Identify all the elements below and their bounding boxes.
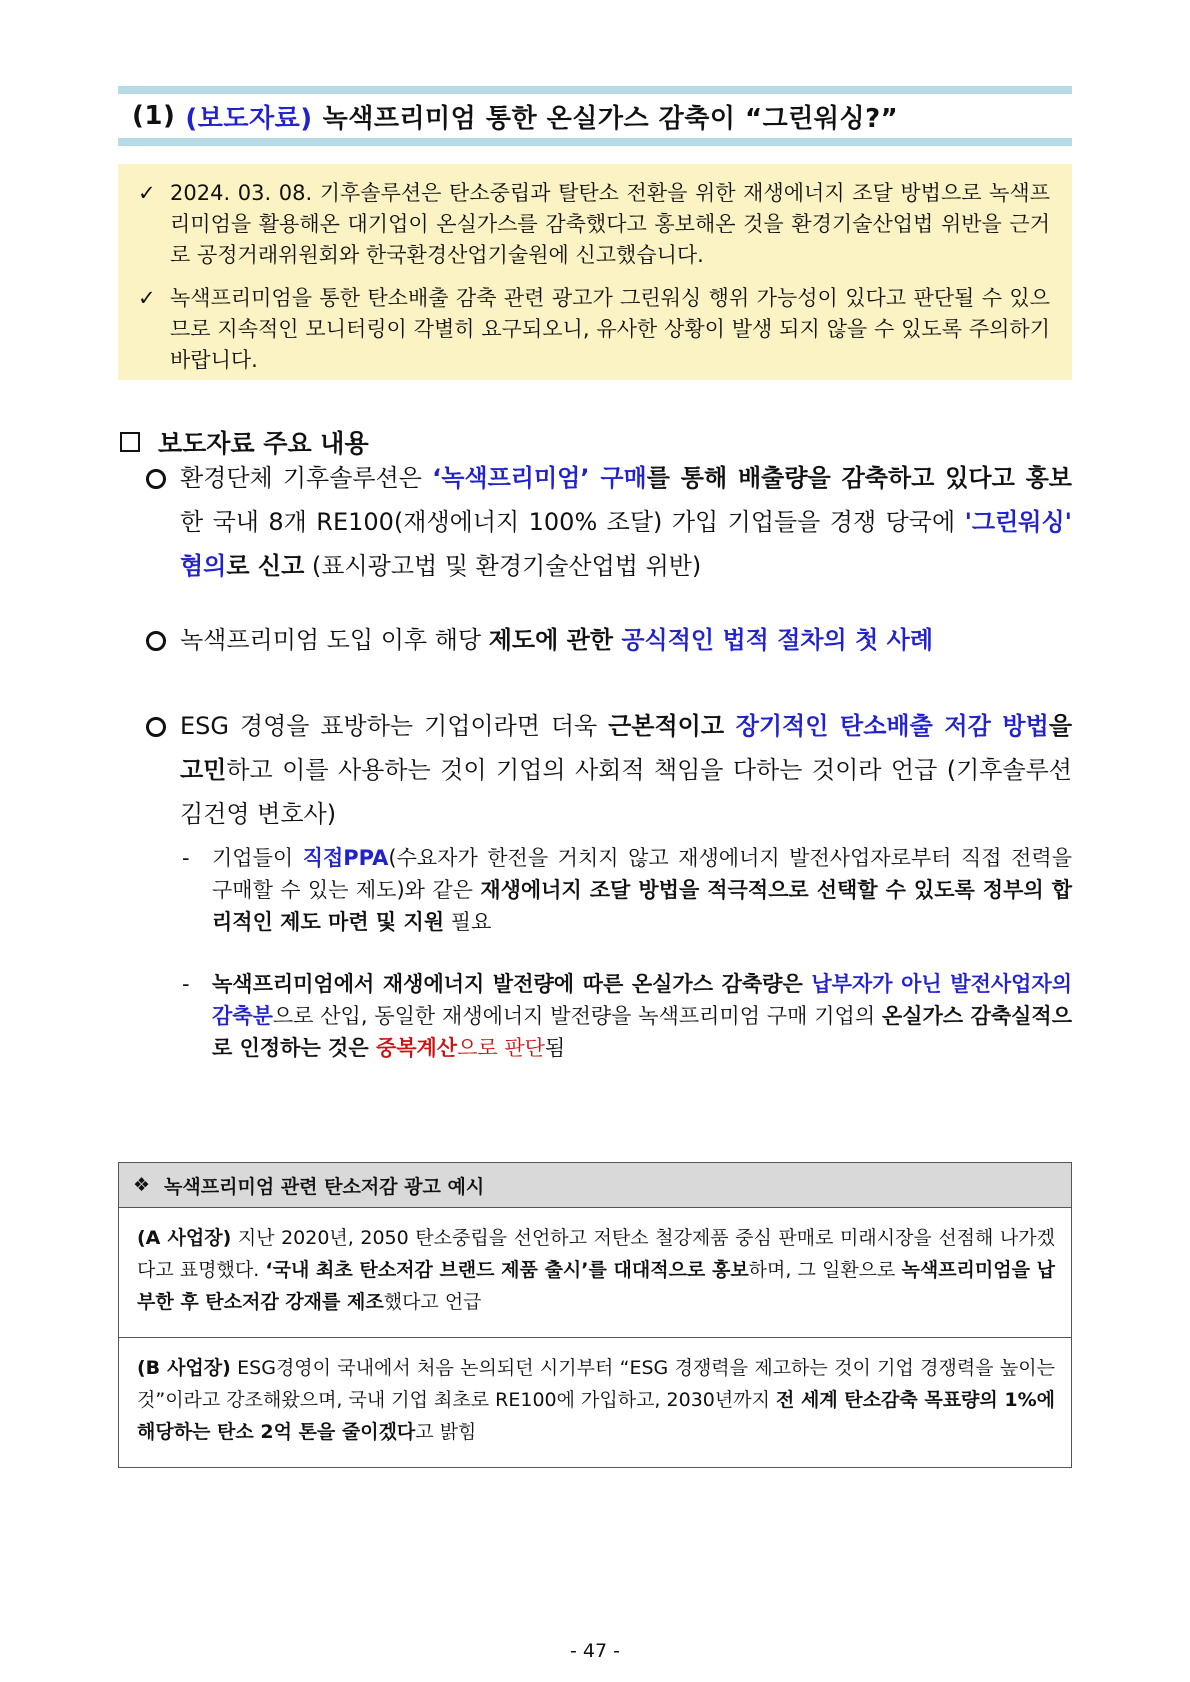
section-heading-text: 보도자료 주요 내용 — [158, 429, 369, 458]
text-run-red: 중복계산 — [375, 1036, 458, 1060]
title-number: (1) — [132, 101, 176, 131]
text-run: 지난 2020년, 2050 탄소중립을 선언하고 저탄소 철강제품 중심 판매로 미래시장을 선점해 나가겠다고 표명했다. — [137, 1227, 1055, 1281]
text-run-bold: 근본적이고 — [608, 712, 736, 740]
sub-text — [212, 842, 1072, 938]
title-tag: (보도자료) — [185, 103, 313, 134]
text-run: 녹색프리미엄 도입 이후 해당 — [180, 626, 489, 654]
bullet-text — [180, 456, 1072, 588]
text-run-highlight: 장기적인 탄소배출 저감 방법 — [735, 712, 1049, 740]
example-table-header — [119, 1163, 1071, 1208]
summary-text: 2024. 03. 08. 기후솔루션은 탄소중립과 탈탄소 전환을 위한 재생에너지 조달 방법으로 녹색프리미엄을 활용해온 대기업이 온실가스를 감축했다고 홍보해온 것을 환경기술산업법 위반을 근거로 공정거래위원회와 한국환경산업기술원에 신고했습니다. — [170, 181, 1050, 267]
dash-bullet: - — [182, 846, 190, 870]
dash-bullet: - — [182, 972, 190, 996]
text-run-highlight: 직접PPA — [302, 846, 389, 870]
text-run-bold: 제도에 관한 — [488, 626, 622, 654]
text-run-bold: 로 신고 — [226, 552, 305, 580]
text-run-bold: 를 통해 배출량을 감축하고 있다고 홍보 — [646, 464, 1072, 492]
text-run-highlight: '그린워싱' 혐의 — [180, 508, 1072, 580]
page-number: - 47 - — [570, 1640, 620, 1662]
text-run: 하며, 그 일환으로 — [748, 1259, 902, 1281]
sub-item — [182, 842, 1072, 938]
example-table-title: 녹색프리미엄 관련 탄소저감 광고 예시 — [164, 1175, 485, 1198]
diamond-icon: ❖ — [133, 1174, 151, 1196]
text-run: ESG 경영을 표방하는 기업이라면 더욱 — [180, 712, 609, 740]
check-icon: ✓ — [138, 181, 156, 205]
text-run: 했다고 언급 — [383, 1291, 482, 1313]
bullet-item — [146, 704, 1072, 836]
text-run-bold: 온실가스 감축실적으로 인정하는 것은 — [212, 1004, 1072, 1060]
text-run-highlight: 납부자가 아닌 발전사업자의 감축분 — [212, 972, 1072, 1028]
text-run-bold: 녹색프리미엄을 납부한 후 탄소저감 강재를 제조 — [137, 1259, 1056, 1313]
text-run: 으로 산입, 동일한 재생에너지 발전량을 녹색프리미엄 구매 기업의 — [272, 1004, 882, 1028]
text-run-bold: 녹색프리미엄에서 재생에너지 발전량에 따른 온실가스 감축량은 — [212, 972, 812, 996]
text-run: 하고 이를 사용하는 것이 기업의 사회적 책임을 다하는 것이라 언급 (기후솔루션 김건영 변호사) — [180, 756, 1072, 828]
text-run: 한 국내 8개 RE100(재생에너지 100% 조달) 가입 기업들을 경쟁 당국에 — [180, 508, 965, 536]
text-run: 고 밝힘 — [415, 1421, 477, 1443]
bullet-text — [180, 618, 1072, 662]
text-run-highlight: ‘녹색프리미엄’ 구매 — [432, 464, 647, 492]
text-run-bold: 을 고민 — [180, 712, 1072, 784]
sub-item — [182, 968, 1072, 1064]
page-title — [118, 86, 1072, 146]
text-run-red: 판단 — [504, 1036, 545, 1060]
text-run: 필요 — [444, 910, 492, 934]
text-run: 됨 — [544, 1036, 566, 1060]
text-run-bold: 재생에너지 조달 방법을 적극적으로 선택할 수 있도록 정부의 합리적인 제도 마련 및 지원 — [212, 878, 1072, 934]
circle-bullet-icon — [146, 631, 166, 651]
text-run: ESG경영이 국내에서 처음 논의되던 시기부터 “ESG 경쟁력을 제고하는 것이 기업 경쟁력을 높이는 것”이라고 강조해왔으며, 국내 기업 최초로 RE100에 가입하고, 2030년까지 — [137, 1357, 1055, 1411]
text-run-bold: ‘국내 최초 탄소저감 브랜드 제품 출시’를 대대적으로 홍보 — [265, 1259, 749, 1281]
checkbox-square-icon — [120, 432, 140, 452]
text-run: 기업들이 — [212, 846, 303, 870]
example-table — [118, 1162, 1072, 1468]
text-run: 환경단체 기후솔루션은 — [180, 464, 433, 492]
summary-text: 녹색프리미엄을 통한 탄소배출 감축 관련 광고가 그린워싱 행위 가능성이 있다고 판단될 수 있으므로 지속적인 모니터링이 각별히 요구되오니, 유사한 상황이 발생 되지 않을 수 있도록 주의하기 바랍니다. — [170, 286, 1050, 372]
text-run-bold: (B 사업장) — [137, 1357, 231, 1379]
title-text: 녹색프리미엄 통한 온실가스 감축이 “그린워싱?” — [322, 103, 899, 134]
summary-item — [138, 283, 1050, 376]
text-run-bold: 전 세계 탄소감축 목표량의 1%에 해당하는 탄소 2억 톤을 줄이겠다 — [137, 1389, 1056, 1443]
text-run-bold: (A 사업장) — [137, 1227, 232, 1249]
text-run: (표시광고법 및 환경기술산업법 위반) — [304, 552, 702, 580]
summary-box — [118, 164, 1072, 380]
text-run-highlight: 공식적인 법적 절차의 첫 사례 — [621, 626, 934, 654]
sub-text — [212, 968, 1072, 1064]
example-row-a — [119, 1208, 1071, 1338]
circle-bullet-icon — [146, 717, 166, 737]
text-run-red: 으로 — [457, 1036, 505, 1060]
check-icon: ✓ — [138, 286, 156, 310]
summary-item — [138, 178, 1050, 271]
circle-bullet-icon — [146, 469, 166, 489]
text-run: (수요자가 한전을 거치지 않고 재생에너지 발전사업자로부터 직접 전력을 구매할 수 있는 제도)와 같은 — [212, 846, 1072, 902]
bullet-item — [146, 456, 1072, 588]
section-heading — [120, 424, 369, 460]
bullet-text — [180, 704, 1072, 836]
bullet-item — [146, 618, 1072, 662]
example-row-b — [119, 1338, 1071, 1458]
